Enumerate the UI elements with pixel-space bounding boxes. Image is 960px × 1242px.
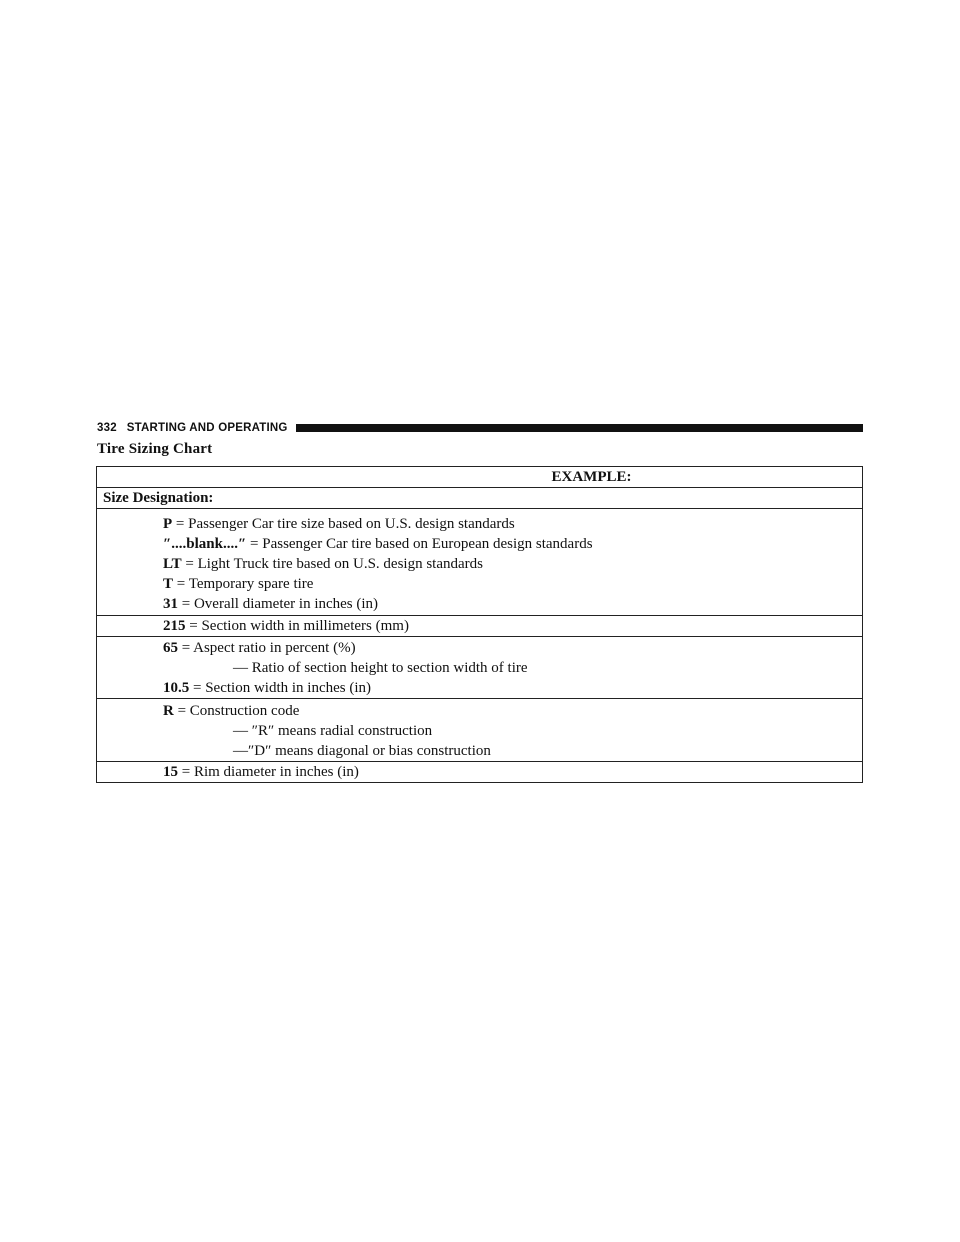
code-label: 10.5 bbox=[163, 680, 190, 696]
aspect-ratio-cell bbox=[97, 637, 863, 699]
section-width-cell bbox=[97, 616, 863, 637]
code-description: = Section width in inches (in) bbox=[193, 680, 372, 696]
list-item bbox=[163, 678, 856, 698]
construction-code-cell bbox=[97, 699, 863, 762]
page-number: 332 bbox=[97, 422, 117, 434]
document-title: Tire Sizing Chart bbox=[97, 441, 213, 457]
code-description: = Rim diameter in inches (in) bbox=[181, 764, 359, 780]
type-codes-cell bbox=[97, 509, 863, 616]
table-row bbox=[97, 762, 863, 783]
page-header bbox=[97, 421, 863, 435]
code-label: R bbox=[163, 703, 174, 719]
rim-diameter-cell bbox=[97, 762, 863, 783]
example-heading: EXAMPLE: bbox=[97, 467, 863, 488]
code-description: = Passenger Car tire based on European design standards bbox=[250, 536, 593, 552]
list-item bbox=[163, 514, 856, 534]
code-description: = Construction code bbox=[177, 703, 300, 719]
table-row bbox=[97, 509, 863, 616]
code-description: = Aspect ratio in percent (%) bbox=[181, 640, 356, 656]
list-item bbox=[163, 554, 856, 574]
code-label: 15 bbox=[163, 764, 178, 780]
code-label: 65 bbox=[163, 640, 178, 656]
code-description: = Temporary spare tire bbox=[176, 576, 314, 592]
section-title: STARTING AND OPERATING bbox=[126, 422, 288, 434]
list-item bbox=[163, 616, 856, 636]
list-item bbox=[163, 534, 856, 554]
table-row bbox=[97, 699, 863, 762]
list-item bbox=[163, 574, 856, 594]
size-designation-label: Size Designation: bbox=[97, 488, 863, 509]
code-label: LT bbox=[163, 556, 182, 572]
code-description: = Overall diameter in inches (in) bbox=[181, 596, 379, 612]
code-label: ″....blank....″ bbox=[163, 536, 247, 552]
code-label: T bbox=[163, 576, 174, 592]
sub-item: —″D″ means diagonal or bias construction bbox=[233, 743, 491, 759]
table-row bbox=[97, 616, 863, 637]
sub-item: — ″R″ means radial construction bbox=[233, 723, 433, 739]
tire-sizing-table bbox=[96, 466, 863, 783]
code-description: = Passenger Car tire size based on U.S. design standards bbox=[175, 516, 515, 532]
sub-item: — Ratio of section height to section width of tire bbox=[233, 660, 528, 676]
list-item bbox=[163, 638, 856, 658]
table-row bbox=[97, 488, 863, 509]
code-description: = Light Truck tire based on U.S. design standards bbox=[185, 556, 483, 572]
table-row bbox=[97, 637, 863, 699]
list-item bbox=[163, 594, 856, 614]
code-description: = Section width in millimeters (mm) bbox=[189, 618, 409, 634]
code-label: P bbox=[163, 516, 173, 532]
list-item bbox=[163, 701, 856, 721]
code-label: 215 bbox=[163, 618, 186, 634]
header-rule bbox=[296, 424, 863, 432]
list-item bbox=[163, 762, 856, 782]
table-row bbox=[97, 467, 863, 488]
code-label: 31 bbox=[163, 596, 178, 612]
